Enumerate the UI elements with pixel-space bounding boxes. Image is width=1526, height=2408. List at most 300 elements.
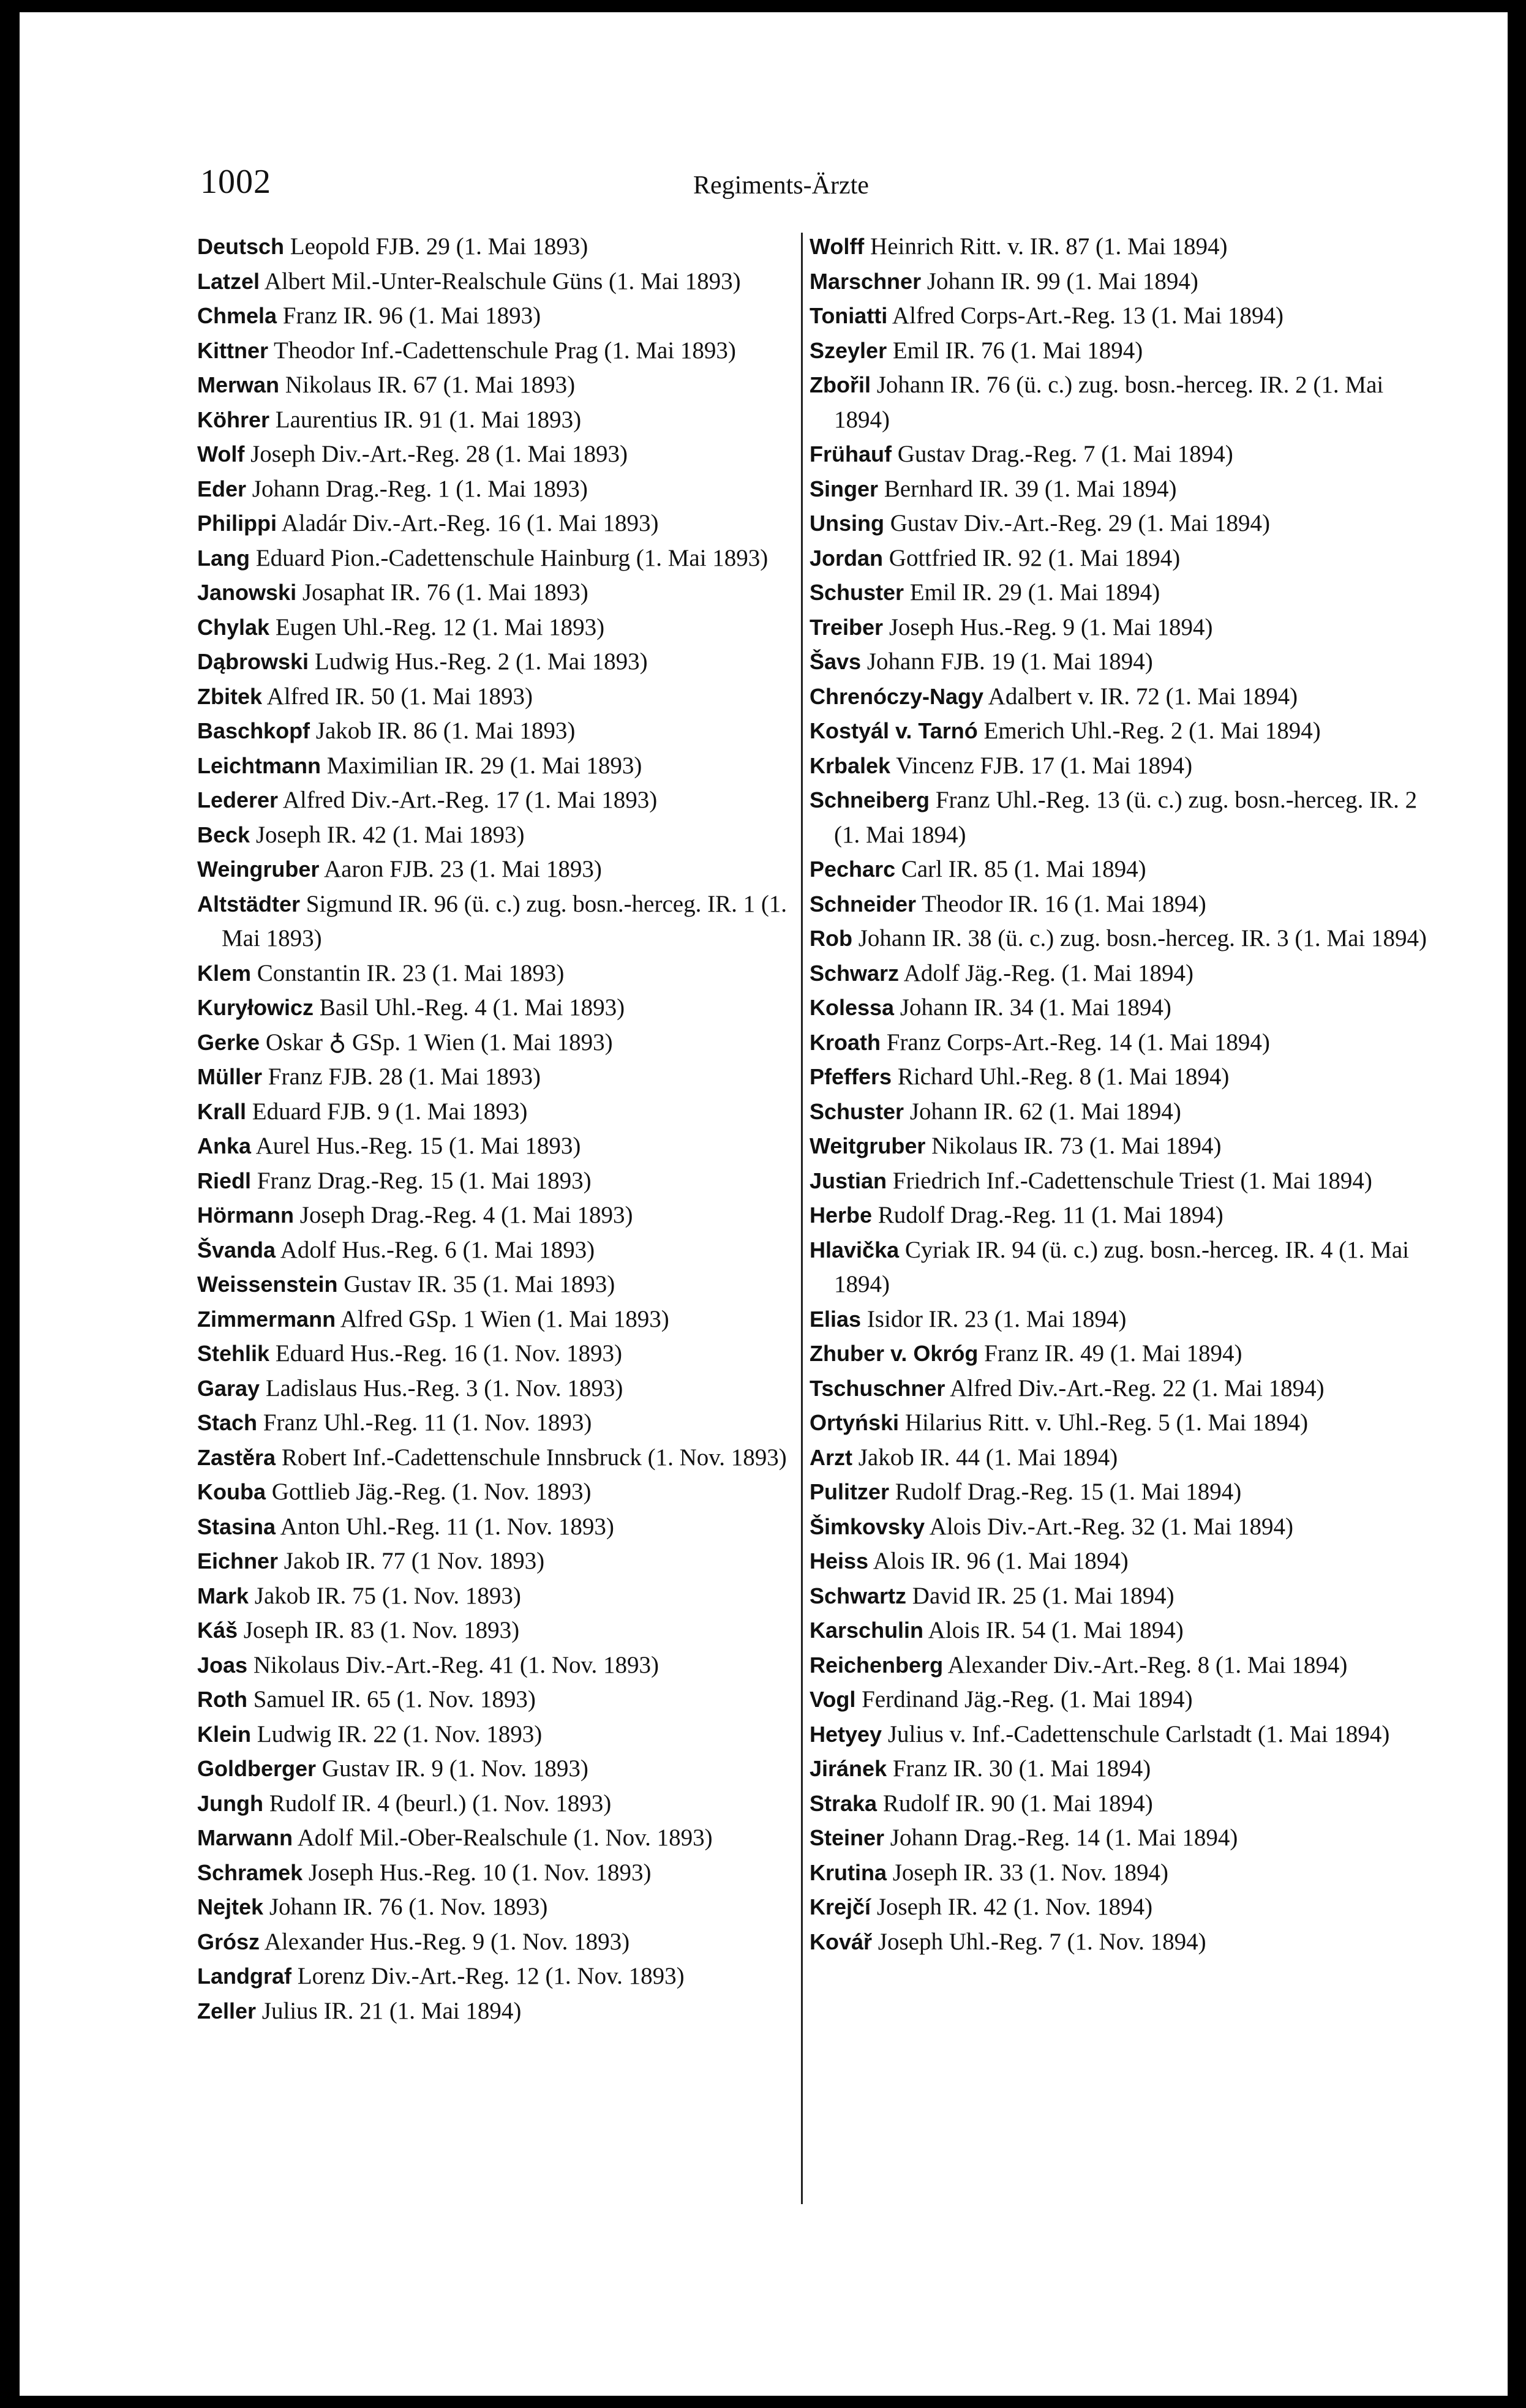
entry-details: Franz IR. 96 (1. Mai 1893) [282,302,541,329]
entry-surname: Eder [197,476,247,501]
list-item [197,264,813,299]
list-item [810,1406,1431,1441]
entry-surname: Tschuschner [810,1375,945,1401]
list-item [197,472,813,507]
list-item [810,1475,1431,1510]
entry-details: Franz Drag.-Reg. 15 (1. Mai 1893) [257,1167,592,1194]
entry-details: Theodor IR. 16 (1. Mai 1894) [922,890,1206,917]
entry-details: Josaphat IR. 76 (1. Mai 1893) [302,579,588,606]
entry-details: Joseph Uhl.-Reg. 7 (1. Nov. 1894) [878,1928,1206,1955]
right-column [810,230,1431,1959]
entry-surname: Weitgruber [810,1133,926,1158]
document-page [20,12,1508,2396]
entry-surname: Schuster [810,580,904,605]
entry-details: Nikolaus Div.-Art.-Reg. 41 (1. Nov. 1893) [253,1651,659,1678]
list-item [810,1026,1431,1060]
list-item [197,576,813,610]
entry-details: Alfred Div.-Art.-Reg. 22 (1. Mai 1894) [950,1375,1325,1401]
entry-surname: Treiber [810,614,884,640]
entry-details: Joseph Div.-Art.-Reg. 28 (1. Mai 1893) [250,441,628,467]
entry-details: Gustav Div.-Art.-Reg. 29 (1. Mai 1894) [890,510,1271,536]
list-item [197,506,813,541]
list-item [810,472,1431,507]
entry-surname: Nejtek [197,1894,264,1919]
entry-details: Alois IR. 96 (1. Mai 1894) [873,1548,1129,1574]
list-item [810,506,1431,541]
entry-details: Nikolaus IR. 67 (1. Mai 1893) [285,372,576,398]
entry-surname: Singer [810,476,879,501]
entry-surname: Marwann [197,1825,293,1850]
entry-details: Franz Corps-Art.-Reg. 14 (1. Mai 1894) [886,1029,1270,1056]
entry-details: Emil IR. 29 (1. Mai 1894) [909,579,1160,606]
list-item [810,576,1431,610]
entry-surname: Chmela [197,303,277,328]
entry-details: Rudolf IR. 4 (beurl.) (1. Nov. 1893) [269,1790,612,1817]
list-item [810,921,1431,956]
entry-surname: Goldberger [197,1756,317,1781]
list-item [810,1233,1431,1302]
entry-surname: Garay [197,1375,260,1401]
list-item [197,1648,813,1683]
entry-details: Vincenz FJB. 17 (1. Mai 1894) [896,752,1193,779]
list-item [810,645,1431,680]
entry-surname: Šavs [810,649,862,674]
list-item [197,368,813,403]
list-item [197,1752,813,1787]
entry-details: Joseph Drag.-Reg. 4 (1. Mai 1893) [299,1202,633,1228]
entry-surname: Straka [810,1790,878,1816]
entry-surname: Deutsch [197,234,285,259]
entry-details: Rudolf Drag.-Reg. 15 (1. Mai 1894) [895,1479,1242,1505]
entry-surname: Köhrer [197,407,270,432]
entry-details: Albert Mil.-Unter-Realschule Güns (1. Mai 1893) [264,268,741,294]
running-title: Regiments-Ärzte [693,171,869,200]
list-item [197,334,813,369]
entry-details: Ferdinand Jäg.-Reg. (1. Mai 1894) [862,1686,1193,1712]
entry-details: Jakob IR. 77 (1 Nov. 1893) [284,1548,545,1574]
entry-surname: Wolf [197,441,245,467]
list-item [197,1787,813,1821]
list-item [810,1371,1431,1406]
entry-details: Johann FJB. 19 (1. Mai 1894) [866,648,1153,675]
entry-details: Alexander Div.-Art.-Reg. 8 (1. Mai 1894) [947,1651,1348,1678]
entry-details: Aurel Hus.-Reg. 15 (1. Mai 1893) [255,1133,581,1159]
entry-details: Alfred Corps-Art.-Reg. 13 (1. Mai 1894) [892,302,1284,329]
entry-surname: Stach [197,1410,258,1435]
list-item [197,1959,813,1994]
list-item [810,1613,1431,1648]
list-item [197,1613,813,1648]
list-item [197,887,813,956]
list-item [197,991,813,1026]
entry-surname: Káš [197,1618,238,1643]
entry-details: Franz IR. 49 (1. Mai 1894) [984,1340,1242,1367]
entry-surname: Hetyey [810,1721,882,1747]
list-item [810,956,1431,991]
entry-details: Hilarius Ritt. v. Uhl.-Reg. 5 (1. Mai 1894) [904,1409,1309,1436]
entry-surname: Pulitzer [810,1479,890,1504]
list-item [810,1890,1431,1925]
entry-surname: Merwan [197,372,280,397]
entry-details: Adolf Jäg.-Reg. (1. Mai 1894) [903,959,1194,986]
entry-surname: Pfeffers [810,1064,892,1089]
entry-surname: Schuster [810,1098,904,1124]
entry-details: Joseph Hus.-Reg. 9 (1. Mai 1894) [889,613,1213,640]
entry-details: Theodor Inf.-Cadettenschule Prag (1. Mai 1893) [274,337,736,364]
list-item [197,1510,813,1545]
list-item [197,749,813,784]
entry-details: Alfred IR. 50 (1. Mai 1893) [266,683,533,710]
list-item [197,714,813,749]
list-item [197,1821,813,1856]
entry-details: Jakob IR. 75 (1. Nov. 1893) [254,1582,521,1609]
entry-details: Johann IR. 34 (1. Mai 1894) [900,994,1171,1021]
list-item [810,1510,1431,1545]
entry-surname: Schramek [197,1859,303,1885]
list-item [197,1925,813,1960]
entry-surname: Heiss [810,1548,869,1573]
entry-surname: Mark [197,1583,249,1608]
entry-surname: Zhuber v. Okróg [810,1341,979,1366]
list-item [810,1129,1431,1164]
entry-surname: Landgraf [197,1964,292,1989]
list-item [197,1544,813,1579]
entry-details: Adalbert v. IR. 72 (1. Mai 1894) [988,683,1298,710]
entry-surname: Schneider [810,891,917,917]
entry-surname: Joas [197,1652,248,1678]
entry-details: Emerich Uhl.-Reg. 2 (1. Mai 1894) [983,718,1321,744]
list-item [810,1579,1431,1614]
list-item [197,299,813,334]
entry-details: Franz IR. 30 (1. Mai 1894) [892,1755,1151,1782]
entry-surname: Krbalek [810,752,891,778]
entry-details: Joseph Hus.-Reg. 10 (1. Nov. 1893) [308,1859,652,1886]
entry-details: Eduard Pion.-Cadettenschule Hainburg (1. Mai 1893) [255,544,769,571]
list-item [810,1337,1431,1371]
list-item [197,1060,813,1095]
entry-details: Adolf Mil.-Ober-Realschule (1. Nov. 1893) [297,1825,713,1851]
entry-details: Rudolf Drag.-Reg. 11 (1. Mai 1894) [878,1202,1223,1228]
entry-surname: Klem [197,960,252,986]
entry-details: Heinrich Ritt. v. IR. 87 (1. Mai 1894) [870,233,1228,260]
entry-surname: Kittner [197,337,268,363]
list-item [197,1441,813,1476]
list-item [810,1752,1431,1787]
entry-details: Sigmund IR. 96 (ü. c.) zug. bosn.-herceg. IR. 1 (1. Mai 1893) [222,890,787,951]
entry-details: Jakob IR. 86 (1. Mai 1893) [315,718,576,744]
entry-surname: Weingruber [197,857,320,882]
list-item [810,299,1431,334]
list-item [810,334,1431,369]
entry-details: Jakob IR. 44 (1. Mai 1894) [858,1444,1118,1471]
list-item [810,1856,1431,1891]
entry-surname: Kovář [810,1929,873,1954]
entry-details: Alexander Hus.-Reg. 9 (1. Nov. 1893) [264,1928,630,1955]
entry-details: Gottlieb Jäg.-Reg. (1. Nov. 1893) [271,1479,592,1505]
entry-surname: Wolff [810,234,865,259]
list-item [197,1406,813,1441]
entry-details: Johann IR. 76 (ü. c.) zug. bosn.-herceg. IR. 2 (1. Mai 1894) [834,372,1384,433]
entry-surname: Jiránek [810,1756,887,1781]
list-item [197,956,813,991]
entry-surname: Toniatti [810,303,888,328]
entry-surname: Klein [197,1721,252,1747]
entry-details: Johann IR. 62 (1. Mai 1894) [909,1098,1181,1125]
entry-details: Franz Uhl.-Reg. 13 (ü. c.) zug. bosn.-herceg. IR. 2 (1. Mai 1894) [834,787,1418,848]
entry-surname: Philippi [197,511,277,536]
list-item [810,1095,1431,1130]
entry-surname: Kroath [810,1029,881,1055]
list-item [197,1579,813,1614]
list-item [197,1682,813,1717]
entry-surname: Weissenstein [197,1272,338,1297]
list-item [197,1994,813,2029]
list-item [810,1787,1431,1821]
entry-surname: Krutina [810,1859,887,1885]
entry-details: Johann IR. 99 (1. Mai 1894) [927,268,1198,294]
list-item [197,645,813,680]
entry-surname: Roth [197,1687,247,1712]
entry-details: Nikolaus IR. 73 (1. Mai 1894) [931,1133,1222,1159]
entry-details: Maximilian IR. 29 (1. Mai 1893) [326,752,642,779]
list-item [810,680,1431,715]
entry-details: Cyriak IR. 94 (ü. c.) zug. bosn.-herceg. IR. 4 (1. Mai 1894) [834,1236,1409,1297]
entry-surname: Zimmermann [197,1306,336,1332]
list-item [197,403,813,438]
entry-details: Gustav IR. 9 (1. Nov. 1893) [321,1755,588,1782]
entry-details: Oskar ♁ GSp. 1 Wien (1. Mai 1893) [265,1029,613,1056]
list-item [197,1026,813,1060]
entry-surname: Schwarz [810,960,900,986]
entry-details: Julius IR. 21 (1. Mai 1894) [261,1997,522,2024]
entry-details: Ludwig IR. 22 (1. Nov. 1893) [257,1720,543,1747]
entry-surname: Latzel [197,268,260,294]
list-item [810,1060,1431,1095]
entry-details: Eduard FJB. 9 (1. Mai 1893) [252,1098,528,1125]
list-item [197,541,813,576]
entry-surname: Gerke [197,1029,260,1055]
entry-details: Alois IR. 54 (1. Mai 1894) [928,1617,1184,1643]
list-item [197,1890,813,1925]
list-item [810,1717,1431,1752]
entry-surname: Altstädter [197,891,301,917]
entry-surname: Dąbrowski [197,649,309,674]
entry-surname: Grósz [197,1929,260,1954]
list-item [197,1267,813,1302]
list-item [810,991,1431,1026]
entry-surname: Herbe [810,1202,873,1228]
entry-surname: Frühauf [810,441,892,467]
entry-details: Gustav IR. 35 (1. Mai 1893) [344,1271,615,1297]
entry-details: Joseph IR. 42 (1. Nov. 1894) [876,1894,1153,1920]
entry-surname: Riedl [197,1168,252,1193]
entry-surname: Krall [197,1098,247,1124]
entry-surname: Kuryłowicz [197,995,314,1020]
entry-surname: Švanda [197,1237,276,1262]
entry-details: Isidor IR. 23 (1. Mai 1894) [866,1305,1127,1332]
entry-details: Adolf Hus.-Reg. 6 (1. Mai 1893) [280,1236,595,1263]
entry-details: Johann IR. 38 (ü. c.) zug. bosn.-herceg. IR. 3 (1. Mai 1894) [858,925,1427,951]
list-item [197,1129,813,1164]
entry-details: Basil Uhl.-Reg. 4 (1. Mai 1893) [319,994,625,1021]
entry-details: Alfred GSp. 1 Wien (1. Mai 1893) [340,1305,669,1332]
entry-details: Bernhard IR. 39 (1. Mai 1894) [884,475,1177,502]
entry-details: Johann Drag.-Reg. 14 (1. Mai 1894) [890,1825,1238,1851]
list-item [810,264,1431,299]
entry-details: Constantin IR. 23 (1. Mai 1893) [257,959,565,986]
list-item [810,749,1431,784]
entry-surname: Pecharc [810,857,896,882]
list-item [197,1337,813,1371]
entry-surname: Stasina [197,1513,276,1539]
entry-details: Leopold FJB. 29 (1. Mai 1893) [290,233,588,260]
entry-surname: Janowski [197,580,297,605]
list-item [197,1164,813,1199]
list-item [197,1302,813,1337]
page-header [20,162,1508,211]
entry-surname: Šimkovsky [810,1513,925,1539]
entry-surname: Lederer [197,787,279,812]
entry-surname: Hlavička [810,1237,900,1262]
list-item [810,1164,1431,1199]
entry-surname: Chrenóczy-Nagy [810,683,984,709]
entry-surname: Schneiberg [810,787,930,812]
entry-surname: Jordan [810,545,884,571]
list-item [810,610,1431,645]
entry-details: Johann Drag.-Reg. 1 (1. Mai 1893) [252,475,588,502]
entry-details: Eugen Uhl.-Reg. 12 (1. Mai 1893) [275,613,605,640]
entry-surname: Kouba [197,1479,266,1504]
entry-surname: Zbitek [197,683,263,709]
list-item [810,887,1431,922]
entry-details: Franz Uhl.-Reg. 11 (1. Nov. 1893) [263,1409,592,1436]
list-item [197,1198,813,1233]
entry-surname: Zbořil [810,372,871,397]
list-item [197,230,813,264]
list-item [810,1821,1431,1856]
entry-surname: Unsing [810,511,884,536]
list-item [810,1925,1431,1960]
entry-details: Lorenz Div.-Art.-Reg. 12 (1. Nov. 1893) [297,1963,685,1989]
page-number: 1002 [200,163,271,201]
entry-details: Friedrich Inf.-Cadettenschule Triest (1. Mai 1894) [892,1167,1372,1194]
entry-surname: Vogl [810,1687,856,1712]
list-item [197,1095,813,1130]
entry-details: Julius v. Inf.-Cadettenschule Carlstadt (1. Mai 1894) [887,1720,1390,1747]
entry-surname: Müller [197,1064,263,1089]
list-item [810,541,1431,576]
list-item [810,852,1431,887]
entry-surname: Lang [197,545,250,571]
list-item [810,368,1431,437]
list-item [197,437,813,472]
entry-surname: Krejčí [810,1894,871,1919]
entry-details: Aaron FJB. 23 (1. Mai 1893) [323,856,602,882]
entry-details: Robert Inf.-Cadettenschule Innsbruck (1. Nov. 1893) [281,1444,787,1471]
list-item [810,1198,1431,1233]
list-item [810,783,1431,852]
list-item [810,437,1431,472]
list-item [810,1544,1431,1579]
entry-details: Joseph IR. 33 (1. Nov. 1894) [892,1859,1169,1886]
entry-details: Joseph IR. 83 (1. Nov. 1893) [243,1617,520,1643]
entry-surname: Zastěra [197,1444,276,1470]
entry-details: Carl IR. 85 (1. Mai 1894) [901,856,1146,882]
entry-details: Laurentius IR. 91 (1. Mai 1893) [275,406,582,433]
entry-details: Johann IR. 76 (1. Nov. 1893) [269,1894,548,1920]
entry-details: Samuel IR. 65 (1. Nov. 1893) [253,1686,536,1712]
entry-surname: Ortyński [810,1410,900,1435]
entry-surname: Marschner [810,268,922,294]
entry-details: Eduard Hus.-Reg. 16 (1. Nov. 1893) [275,1340,622,1367]
column-divider [801,233,803,2204]
entry-details: Ladislaus Hus.-Reg. 3 (1. Nov. 1893) [265,1375,623,1401]
list-item [197,610,813,645]
list-item [810,230,1431,264]
entry-details: Rudolf IR. 90 (1. Mai 1894) [882,1790,1153,1817]
list-item [197,783,813,818]
entry-details: Gottfried IR. 92 (1. Mai 1894) [889,544,1181,571]
entry-details: Aladár Div.-Art.-Reg. 16 (1. Mai 1893) [281,510,659,536]
entry-surname: Reichenberg [810,1652,944,1678]
entry-surname: Elias [810,1306,862,1332]
list-item [810,1302,1431,1337]
list-item [810,1682,1431,1717]
entry-details: Alfred Div.-Art.-Reg. 17 (1. Mai 1893) [282,787,658,813]
entry-surname: Steiner [810,1825,885,1850]
list-item [197,1233,813,1268]
entry-surname: Anka [197,1133,252,1158]
entry-surname: Karschulin [810,1618,924,1643]
list-item [197,818,813,853]
list-item [197,680,813,715]
entry-surname: Chylak [197,614,270,640]
entry-details: Alois Div.-Art.-Reg. 32 (1. Mai 1894) [929,1513,1294,1540]
entry-surname: Leichtmann [197,752,321,778]
entry-surname: Beck [197,822,250,847]
entry-details: Franz FJB. 28 (1. Mai 1893) [268,1063,541,1090]
entry-surname: Stehlik [197,1341,270,1366]
list-item [810,1648,1431,1683]
list-item [810,1441,1431,1476]
entry-details: Joseph IR. 42 (1. Mai 1893) [255,821,525,848]
left-column [197,230,813,2028]
entry-surname: Szeyler [810,337,887,363]
entry-surname: Justian [810,1168,887,1193]
entry-details: Gustav Drag.-Reg. 7 (1. Mai 1894) [897,441,1233,467]
entry-details: Ludwig Hus.-Reg. 2 (1. Mai 1893) [314,648,648,675]
entry-details: Anton Uhl.-Reg. 11 (1. Nov. 1893) [280,1513,614,1540]
entry-details: David IR. 25 (1. Mai 1894) [912,1582,1175,1609]
entry-surname: Arzt [810,1444,852,1470]
entry-surname: Zeller [197,1998,257,2024]
entry-surname: Rob [810,926,852,951]
list-item [197,1475,813,1510]
list-item [197,1856,813,1891]
entry-surname: Eichner [197,1548,279,1573]
list-item [197,1371,813,1406]
entry-details: Richard Uhl.-Reg. 8 (1. Mai 1894) [897,1063,1230,1090]
list-item [197,1717,813,1752]
entry-details: Emil IR. 76 (1. Mai 1894) [892,337,1143,364]
entry-surname: Baschkopf [197,718,310,743]
entry-surname: Schwartz [810,1583,907,1608]
entry-surname: Kostyál v. Tarnó [810,718,978,743]
entry-surname: Hörmann [197,1202,295,1228]
list-item [810,714,1431,749]
list-item [197,852,813,887]
entry-surname: Kolessa [810,995,895,1020]
